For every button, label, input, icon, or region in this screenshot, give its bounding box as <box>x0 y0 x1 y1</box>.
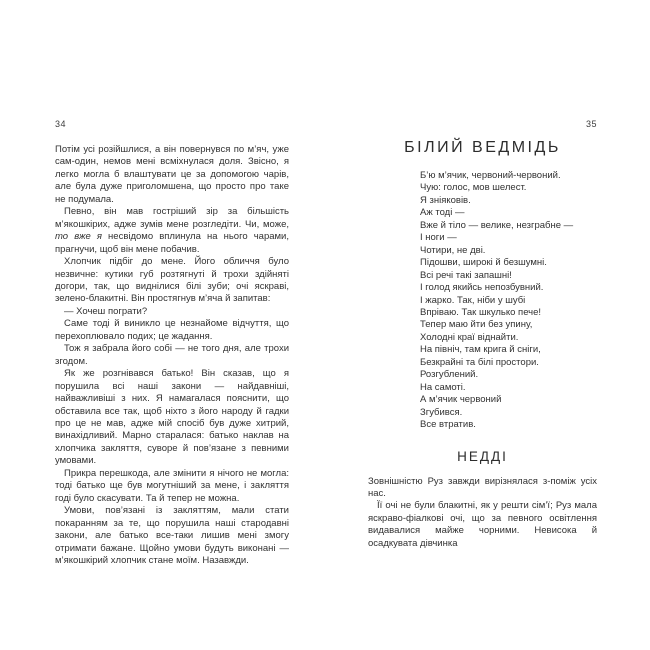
poem <box>368 170 597 432</box>
paragraph: Потім усі розійшлися, а він повернувся по м’яч, уже сам-один, немов мені всміхнулася доля. Звісно, я легко могла б влаштувати це за допомогою чарів, але була дуже приголомшена, що просто про таке не подумала. <box>55 144 289 205</box>
poem-line: І жарко. Так, ніби у шубі <box>420 294 526 306</box>
poem-line: Чотири, не дві. <box>420 244 486 256</box>
page-number-right: 35 <box>585 119 597 129</box>
paragraph: Як же розгнівався батько! Він сказав, що я порушила всі наші закони — найдавніші, найважливіші з них. Я намагалася пояснити, що обставила все так, щоб ніхто з його народу й гадки про це не мав, адже мій спосіб був дуже хитрий, винахідливий. Марно старалася: батько наклав на хлопчика закляття, суворе й пов’язане з певними умовами. <box>55 368 289 467</box>
dialogue-line: — Хочеш пограти? <box>64 305 148 317</box>
paragraph: Її очі не були блакитні, як у решти сім’ї; Руз мала яскраво-фіалкові очі, що за певного освітлення видавалися майже чорними. Невисока й осадкувата дівчинка <box>368 500 597 549</box>
paragraph: Саме тоді й виникло це незнайоме відчуття, що перехоплювало подих; це жадання. <box>55 318 289 342</box>
poem-line: Впріваю. Так шкулько пече! <box>420 306 542 318</box>
paragraph: Хлопчик підбіг до мене. Його обличчя було незвичне: кутики губ розтягнуті й трохи здійняті догори, так, що виднілися білі зуби; очі яскраві, зелено-блакитні. Він простягнув м’яча й запитав: <box>55 256 289 305</box>
paragraph: Прикра перешкода, але змінити я нічого не могла: тоді батько ще був могутніший за мене, і закляття годі було скасувати. Та й тепер не можна. <box>55 467 289 504</box>
paragraph: Умови, пов’язані із закляттям, мали стати покаранням за те, що порушила наші стародавні закони, але батько все-таки лишив мені змогу отримати бажане. Щойно умови будуть виконані — м’якошкірий хлопчик стане моїм. Назавжди. <box>55 505 289 566</box>
poem-line: Розгублений. <box>420 369 479 381</box>
poem-line: І голод якийсь непозбувний. <box>420 282 544 294</box>
poem-line: А м’ячик червоний <box>420 394 502 406</box>
paragraph-text: Певно, він мав гостріший зір за більшість м’якошкірих, адже зумів мене розгледіти. Чи, може, <box>55 206 289 230</box>
page-number-left: 34 <box>55 119 67 129</box>
poem-line: І ноги — <box>420 232 457 244</box>
poem-line: Я зніяковів. <box>420 194 471 206</box>
left-page-body <box>55 144 289 567</box>
poem-line: Підошви, широкі й безшумні. <box>420 257 547 269</box>
poem-line: Чую: голос, мов шелест. <box>420 182 527 194</box>
poem-line: Вже й тіло — велике, незграбне — <box>420 219 574 231</box>
poem-line: На самоті. <box>420 381 466 393</box>
section-title-neddi: НЕДДІ <box>457 448 508 464</box>
paragraph <box>55 206 289 256</box>
poem-line: Холодні краї віднайти. <box>420 331 519 343</box>
paragraph-italic-text: то вже я <box>55 231 102 243</box>
poem-line: Згубився. <box>420 406 463 418</box>
poem-line: Аж тоді — <box>420 207 465 219</box>
poem-title: БІЛИЙ ВЕДМІДЬ <box>404 139 561 156</box>
poem-line: Безкрайні та білі простори. <box>420 356 539 368</box>
right-page <box>368 119 597 550</box>
poem-line: На північ, там крига й сніги, <box>420 344 541 356</box>
poem-line: Все втратив. <box>420 419 476 431</box>
poem-line: Всі речі такі запашні! <box>420 269 512 281</box>
paragraph: Зовнішністю Руз завжди вирізнялася з-поміж усіх нас. <box>368 475 597 499</box>
poem-line: Б’ю м’ячик, червоний-червоний. <box>420 170 561 181</box>
paragraph: Тож я забрала його собі — не того дня, але трохи згодом. <box>55 343 289 367</box>
paragraph-text: несвідомо вплинула на нього чарами, прагнучи, щоб він мене побачив. <box>55 231 289 255</box>
neddi-body <box>368 476 597 551</box>
left-page <box>55 119 289 567</box>
poem-line: Тепер маю йти без упину, <box>420 319 533 331</box>
